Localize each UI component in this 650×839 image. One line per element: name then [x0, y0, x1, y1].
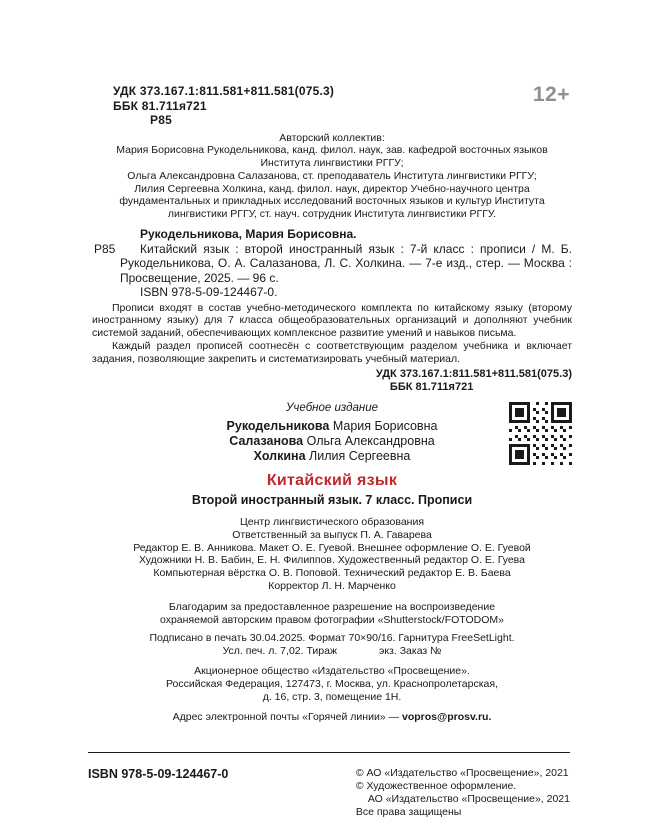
classification-codes — [92, 84, 572, 128]
acknowledgment-line: Благодарим за предоставленное разрешение на воспроизведение — [168, 600, 496, 613]
authors-collective-line: Ольга Александровна Салазанова, ст. преподаватель Института лингвистики РГГУ; — [127, 169, 537, 182]
classification-code: Р85 — [150, 113, 172, 127]
author-given: Лилия Сергеевна — [305, 449, 411, 464]
contact-block — [92, 711, 572, 723]
print-info-line: Подписано в печать 30.04.2025. Формат 70×90/16. Гарнитура FreeSetLight. — [149, 632, 515, 645]
annotation-paragraph: Каждый раздел прописей соотнесён с соответствующим разделом учебника и включает задания, позволяющие закрепить и систематизировать учебный материал. — [92, 339, 572, 365]
credits-line: Ответственный за выпуск П. А. Гаварева — [232, 528, 432, 541]
print-info-block — [92, 632, 572, 658]
author-given: Ольга Александровна — [303, 434, 435, 449]
authors-collective-line: Института лингвистики РГГУ; — [260, 157, 404, 170]
credits-line: Центр лингвистического образования — [239, 516, 425, 529]
author-given: Мария Борисовна — [329, 419, 438, 434]
author-surname: Салазанова — [229, 434, 304, 449]
credits-line: Редактор Е. В. Анникова. Макет О. Е. Гуевой. Внешнее оформление О. Е. Гуевой — [133, 541, 531, 554]
author-surname: Рукодельникова — [226, 419, 330, 434]
bibliographic-record — [92, 227, 572, 300]
authors-collective-line: Мария Борисовна Рукодельникова, канд. филол. наук, зав. кафедрой восточных языков — [116, 144, 548, 157]
publisher-line: Акционерное общество «Издательство «Просвещение». — [194, 665, 470, 678]
print-info-line — [92, 645, 572, 658]
author-name-line — [92, 449, 572, 464]
udk-bbk-repeat-block — [92, 368, 572, 396]
contact-email: vopros@prosv.ru. — [401, 711, 492, 724]
author-name-line — [92, 419, 572, 434]
authors-collective-line: фундаментальных и прикладных исследований восточных языков и культур Института — [119, 195, 545, 208]
credits-line: Компьютерная вёрстка О. В. Поповой. Технический редактор Е. В. Баева — [153, 567, 511, 580]
book-subtitle: Второй иностранный язык. 7 класс. Прописи — [191, 493, 473, 508]
credits-line: Корректор Л. Н. Марченко — [268, 580, 396, 593]
biblio-margin-code: Р85 — [94, 241, 116, 256]
title-block — [92, 472, 572, 507]
udk-repeat-line: УДК 373.167.1:811.581+811.581(075.3) — [375, 367, 572, 380]
annotation-paragraph: Прописи входят в состав учебно-методического комплекта по китайскому языку (второму иностранному языку) для 7 класса общеобразовательных организаций и дополняют учебник системой заданий, обеспечивающих комплексное развитие умений и навыков письма. — [92, 301, 572, 340]
age-rating-badge: 12+ — [532, 83, 570, 106]
header-block — [92, 84, 572, 128]
credits-block — [92, 516, 572, 593]
author-name-line — [92, 434, 572, 449]
authors-collective-block — [92, 132, 572, 222]
bbk-repeat-line: ББК 81.711я721 — [389, 381, 474, 394]
bbk-line: ББК 81.711я721 — [113, 98, 207, 113]
copyright-line: АО «Издательство «Просвещение», 2021 — [367, 793, 570, 805]
contact-prefix: Адрес электронной почты «Горячей линии» — — [172, 711, 402, 724]
edition-type-label: Учебное издание — [286, 402, 378, 415]
udk-line: УДК 373.167.1:811.581+811.581(075.3) — [113, 84, 335, 98]
biblio-isbn: ISBN 978-5-09-124467-0. — [140, 285, 278, 300]
copyright-line: Все права защищены — [355, 806, 462, 818]
footer-block — [88, 752, 570, 819]
acknowledgment-block — [92, 601, 572, 627]
footer-isbn: ISBN 978-5-09-124467-0 — [88, 767, 229, 781]
biblio-author-heading: Рукодельникова, Мария Борисовна. — [140, 227, 357, 242]
publisher-line: Российская Федерация, 127473, г. Москва, ул. Краснопролетарская, — [165, 677, 498, 690]
author-surname: Холкина — [253, 449, 306, 464]
copyright-line: © АО «Издательство «Просвещение», 2021 — [355, 767, 569, 779]
credits-line: Художники Н. В. Бабин, Е. Н. Филиппов. Художественный редактор О. Е. Гуева — [139, 554, 525, 567]
imprint-middle-section — [92, 402, 572, 507]
biblio-description: Китайский язык : второй иностранный язык : 7-й класс : прописи / М. Б. Рукодельникова, О. А. Салазанова, Л. С. Холкина. — 7-е изд., стер. — Москва : Просвещение, 2025. — 96 с. — [120, 241, 572, 285]
authors-collective-heading: Авторский коллектив: — [279, 131, 385, 144]
author-names-block — [92, 419, 572, 464]
authors-collective-line: Лилия Сергеевна Холкина, канд. филол. наук, директор Учебно-научного центра — [134, 182, 530, 195]
acknowledgment-line: охраняемой авторским правом фотографии «Shutterstock/FOTODOM» — [159, 613, 505, 626]
authors-collective-line: лингвистики РГГУ, ст. науч. сотрудник Института лингвистики РГГУ. — [167, 208, 497, 221]
print-info-part: Усл. печ. л. 7,02. Тираж — [222, 645, 337, 658]
copyright-block — [356, 767, 570, 819]
publisher-block — [92, 665, 572, 703]
qr-code — [509, 402, 572, 465]
print-info-part: экз. Заказ № — [378, 645, 442, 658]
biblio-text — [92, 227, 572, 300]
book-title: Китайский язык — [266, 472, 398, 490]
annotation-block — [92, 302, 572, 366]
copyright-line: © Художественное оформление. — [355, 780, 517, 792]
publisher-line: д. 16, стр. 3, помещение 1Н. — [262, 690, 402, 703]
